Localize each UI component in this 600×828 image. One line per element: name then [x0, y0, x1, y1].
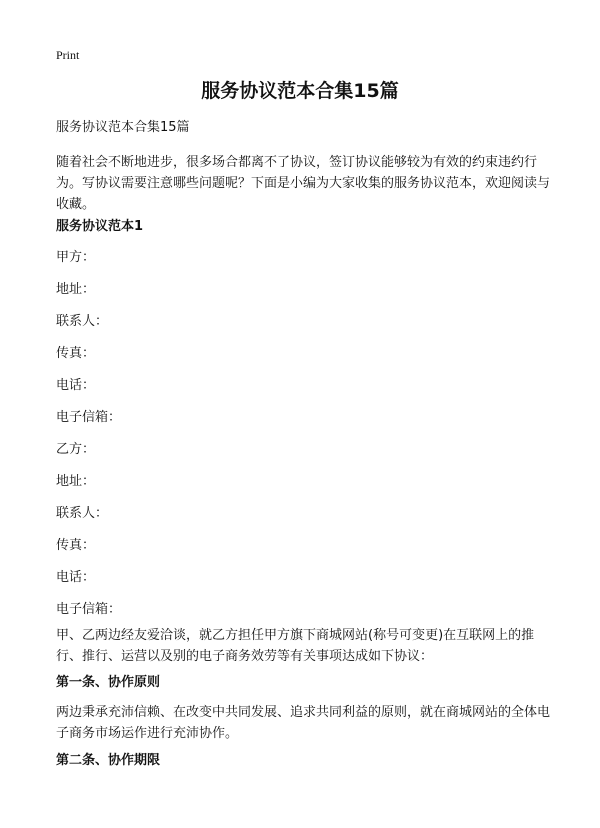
- party-a-label: 甲方：: [56, 250, 96, 265]
- party-b-address: 地址：: [56, 474, 96, 489]
- party-b-label: 乙方：: [56, 442, 96, 457]
- party-b-contact: 联系人：: [56, 506, 109, 521]
- document-subtitle: 服务协议范本合集15篇: [56, 120, 190, 135]
- article-2-heading: 第二条、协作期限: [56, 753, 161, 768]
- party-b-email: 电子信箱：: [56, 602, 122, 617]
- article-1-text: 两边秉承充沛信赖、在改变中共同发展、追求共同利益的原则，就在商城网站的全体电子商务市场运作进行充沛协作。: [56, 705, 551, 741]
- party-a-phone: 电话：: [56, 378, 96, 393]
- party-b-fax: 传真：: [56, 538, 96, 553]
- party-a-email: 电子信箱：: [56, 410, 122, 425]
- section-heading-1: 服务协议范本1: [56, 219, 144, 234]
- party-a-fax: 传真：: [56, 346, 96, 361]
- intro-paragraph: 随着社会不断地进步，很多场合都离不了协议，签订协议能够较为有效的约束违约行为。写协议需要注意哪些问题呢？下面是小编为大家收集的服务协议范本，欢迎阅读与收藏。: [56, 155, 551, 212]
- print-label: Print: [56, 48, 80, 62]
- document-title: 服务协议范本合集15篇: [201, 80, 399, 102]
- agreement-paragraph: 甲、乙两边经友爱洽谈，就乙方担任甲方旗下商城网站(称号可变更)在互联网上的推行、推行、运营以及别的电子商务效劳等有关事项达成如下协议：: [56, 628, 535, 664]
- party-b-phone: 电话：: [56, 570, 96, 585]
- party-a-contact: 联系人：: [56, 314, 109, 329]
- article-1-heading: 第一条、协作原则: [56, 675, 161, 690]
- party-a-address: 地址：: [56, 282, 96, 297]
